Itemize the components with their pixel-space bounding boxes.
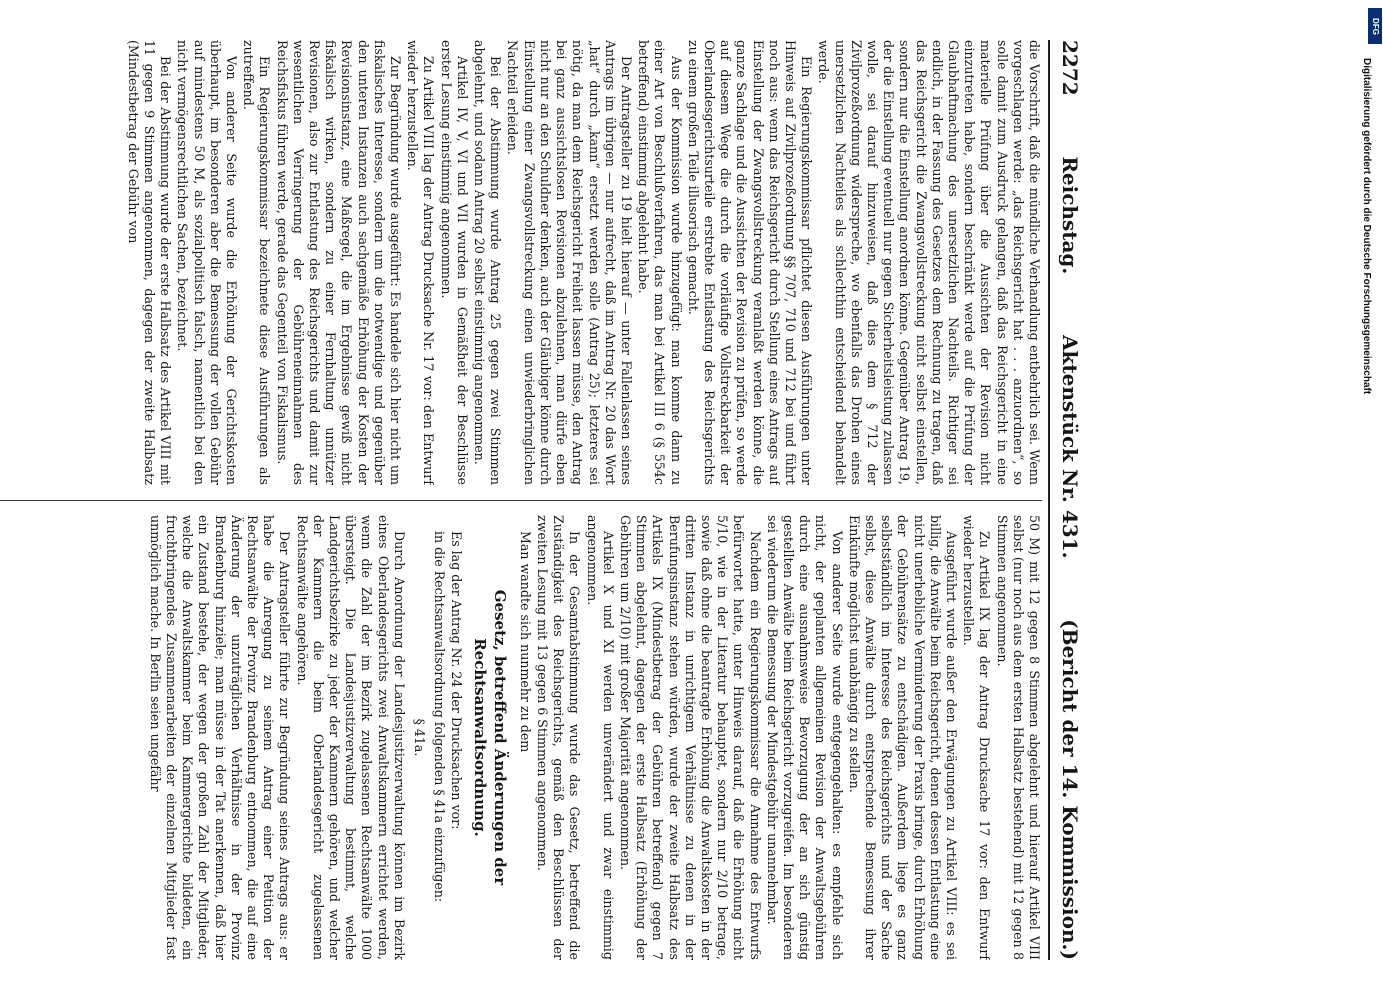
paragraph: 50 M) mit 12 gegen 8 Stimmen abgelehnt und hierauf Artikel VIII selbst (nur noch aus dem ersten Halbsatz bestehend) mit 12 gegen 8 Stimmen angenommen. xyxy=(994,515,1042,960)
right-column xyxy=(0,515,1042,960)
column-divider xyxy=(0,500,1042,501)
paragraph: Artikel IV, V, VI und VII wurden in Gemäßheit der Beschlüsse erster Lesung einstimmig angenommen. xyxy=(438,40,470,485)
paragraph: Von anderer Seite wurde die Erhöhung der Gerichtskosten überhaupt, im besonderen aber die Bemessung der vollen Gebühr auf mindestens 50 M, als sozialpolitisch falsch, namentlich bei den nicht vermögensrechtlichen Sachen, bezeichnet. xyxy=(175,40,240,485)
paragraph: In der Gesamtabstimmung wurde das Gesetz, betreffend die Zuständigkeit des Reichsgerichts, gemäß den Beschlüssen der zweiten Lesung mit 13 gegen 6 Stimmen angenommen. xyxy=(534,515,583,960)
paragraph: Zu Artikel VIII lag der Antrag Drucksache Nr. 17 vor: den Entwurf wieder herzustellen. xyxy=(405,40,437,485)
paragraph: Ein Regierungskommissar pflichtet diesen Ausführungen unter Hinweis auf Zivilprozeßordnung §§ 707, 710 und 712 bei und führt noch aus: wenn das Reichsgericht durch Stellung eines Antrags auf Einstellung der Zwangsvollstreckung veranlaßt werden könne, die ganze Sachlage und die Aussichten der Revision zu prüfen, so werde auf diesem Wege die durch die vorläufige Vollstreckbarkeit der Oberlandesgerichtsurteile erstrebte Entlastung des Reichsgerichts zu einem großen Teile illusorisch gemacht. xyxy=(685,40,815,485)
paragraph: Der Antragsteller zu 19 hielt hierauf — unter Fallenlassen seines Antrags im übrigen — nur aufrecht, daß im Antrag Nr. 20 das Wort „hat“ durch „kann“ ersetzt werden solle (Antrag 25); letzteres sei nötig, da man dem Reichsgericht Freiheit lassen müsse, den Antrag bei ganz aussichtslosen Revisionen abzulehnen, man dürfe eben nicht nur an den Schuldner denken, auch der Gläubiger könne durch Einstellung einer Zwangsvollstreckung einen unwiederbringlichen Nachteil erleiden. xyxy=(505,40,634,485)
paragraph: die Vorschrift, daß die mündliche Verhandlung entbehrlich sei. Wenn vorgeschlagen werde: „das Reichsgericht hat . . . anzuordnen“, so solle damit zum Ausdruck gelangen, daß das Reichsgericht in eine materielle Prüfung über die Aussichten der Revision nicht einzutreten habe, sondern beschränkt werde auf die Prüfung der Glaubhaftmachung des unersetzlichen Nachteils. Richtiger sei endlich, in der Fassung des Gesetzes dem Rechnung zu tragen, daß das Reichsgericht die Zwangsvollstreckung nicht selbst einstellen, sondern nur die Einstellung anordnen könne. Gegenüber Antrag 19, der die Einstellung eventuell nur gegen Sicherheitsleistung zulassen wolle, sei darauf hinzuweisen, daß dies dem § 712 der Zivilprozeßordnung widerspreche, wo ebenfalls das Drohen eines unersetzlichen Nachteiles als schlechthin entscheidend behandelt werde. xyxy=(816,40,1042,485)
paragraph: Von anderer Seite wurde entgegengehalten: es empfehle sich nicht, der geplanten allgemeinen Revision der Anwaltsgebühren durch eine ausnahmsweise Bevorzugung der an sich günstig gestellten Anwälte beim Reichsgericht vorzugreifen. Im besonderen sei wiederum die Bemessung der Mindestgebühr unannehmbar. xyxy=(764,515,845,960)
section-label: § 41a. xyxy=(412,718,428,757)
paragraph: Nachdem ein Regierungskommissar die Annahme des Entwurfs befürwortet hatte, unter Hinweis darauf, daß die Erhöhung nicht 5/10, wie in der Literatur behauptet, sondern nur 2/10 betrage, sowie daß ohne die beantragte Erhöhung die Anwaltskosten in der dritten Instanz in unrichtigem Verhältnisse zu denen in der Berufungsinstanz stehen würden, wurde der zweite Halbsatz des Artikels IX (Mindestbetrag der Gebühren betreffend) gegen 7 Stimmen abgelehnt, dagegen der erste Halbsatz (Erhöhung der Gebühren um 2/10) mit großer Majorität angenommen. xyxy=(617,515,763,960)
paragraph: Durch Anordnung der Landesjustizverwaltung können im Bezirk eines Oberlandesgerichts zwei Anwaltskammern errichtet werden, wenn die Zahl der im Bezirk zugelassenen Rechtsanwälte 1000 übersteigt. Die Landesjustizverwaltung bestimmt, welche Landgerichtsbezirke zu jeder der Kammern gehören, und welcher der Kammern die beim Oberlandesgericht zugelassenen Rechtsanwälte angehören. xyxy=(294,515,407,960)
paragraph: Es lag der Antrag Nr. 24 der Drucksachen vor: xyxy=(449,531,465,830)
page-header xyxy=(1048,40,1090,960)
credit-text: Digitalisierung gefördert durch die Deutsche Forschungsgemeinschaft xyxy=(1361,58,1372,395)
paragraph: in die Rechtsanwaltsordnung folgenden § 41a einzufügen: xyxy=(432,531,448,903)
header-center-title: Aktenstück Nr. 431. xyxy=(1058,335,1082,559)
dfg-logo xyxy=(1368,8,1382,44)
paragraph: Zur Begründung wurde ausgeführt: Es handele sich hier nicht um fiskalisches Interesse, sondern um die notwendige und gegenüber den unteren Instanzen auch sachgemäße Erhöhung der Kosten der Revisionsinstanz, eine Maßregel, die im Ergebnisse gewiß nicht fiskalisch wirken, sondern zu einer Fernhaltung unnützer Revisionen, also zur Entlastung des Reichsgerichts und damit zur wesentlichen Verringerung der Gebühreneinnahmen des Reichsfiskus führen werde, gerade das Gegenteil von Fiskalismus. xyxy=(274,40,404,485)
paragraph: Man wandte sich nunmehr zu dem xyxy=(517,531,533,753)
left-column xyxy=(0,40,1042,485)
page-number: 2272 xyxy=(1058,40,1082,96)
digitization-credit xyxy=(1362,8,1382,1000)
section-heading: Gesetz, betreffend Änderungen der Rechtsanwaltsordnung. xyxy=(471,589,510,886)
paragraph: Aus der Kommission wurde hinzugefügt: man komme dann zu einer Art von Beschlußverfahren, das man bei Artikel III 6 (§ 554c betreffend) einstimmig abgelehnt habe. xyxy=(636,40,684,485)
header-left-title: Reichstag. xyxy=(1058,156,1082,275)
paragraph: Ein Regierungskommissar bezeichnete diese Ausführungen als zutreffend. xyxy=(241,40,273,485)
paragraph: Bei der Abstimmung wurde Antrag 25 gegen zwei Stimmen abgelehnt, und sodann Antrag 20 selbst einstimmig angenommen. xyxy=(472,40,504,485)
header-right-title: (Bericht der 14. Kommission.) xyxy=(1058,619,1082,960)
paragraph: Der Antragsteller führte zur Begründung seines Antrags aus: er habe die Anregung zu seinem Antrag einer Petition der Rechtsanwälte der Provinz Brandenburg entnommen, die auf eine Änderung der unzuträglichen Verhältnisse in der Provinz Brandenburg hinziele; man müsse in der Tat anerkennen, daß hier ein Zustand bestehe, der wegen der großen Zahl der Mitglieder, welche die Anwaltskammer beim Kammergerichte bildeten, ein fruchtbringendes Zusammenarbeiten der einzelnen Mitglieder fast unmöglich mache. In Berlin seien ungefähr xyxy=(147,515,293,960)
dfg-logo-text: DFG xyxy=(1370,17,1380,35)
paragraph: Zu Artikel IX lag der Antrag Drucksache 17 vor: den Entwurf wieder herzustellen. xyxy=(961,515,993,960)
paragraph: Artikel X und XI werden unverändert und zwar einstimmig angenommen. xyxy=(584,515,616,960)
paragraph: Bei der Abstimmung wurde der erste Halbsatz des Artikel VIII mit 11 gegen 9 Stimmen angenommen, dagegen der zweite Halbsatz (Mindestbetrag der Gebühr von xyxy=(125,40,174,485)
paragraph: Ausgeführt wurde außer den Erwägungen zu Artikel VIII: es sei billig, die Anwälte beim Reichsgericht, denen dessen Entlastung eine nicht unerhebliche Verminderung der Praxis bringe, durch Erhöhung der Gebührensätze zu entschädigen. Außerdem liege es ganz selbstständlich im Interesse des Reichsgerichts und der Sache selbst, diese Anwälte durch entsprechende Bemessung ihrer Einkünfte möglichst unabhängig zu stellen. xyxy=(846,515,959,960)
